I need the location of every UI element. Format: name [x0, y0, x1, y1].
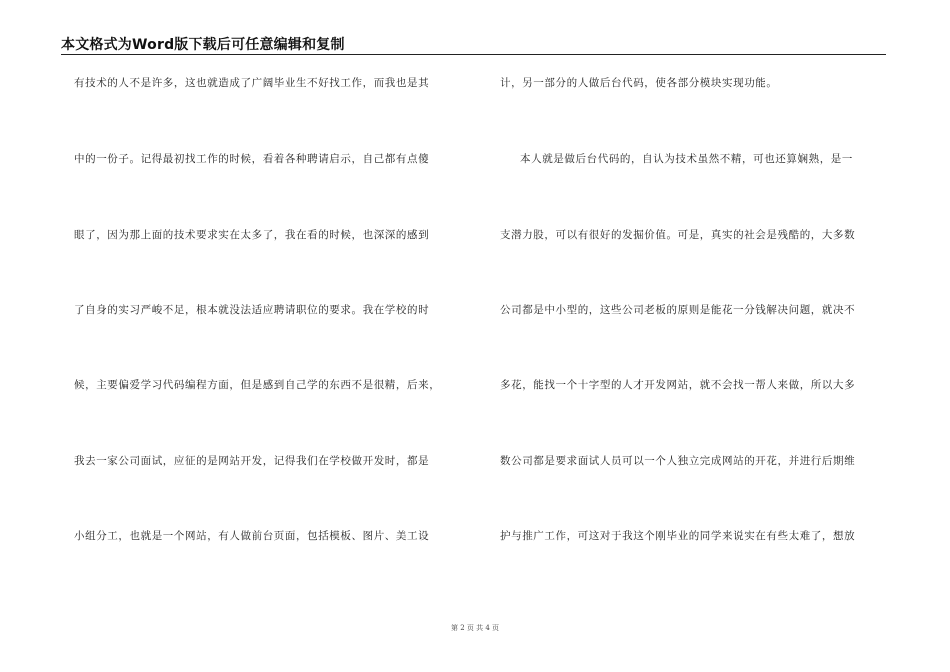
- text-line: 数公司都是要求面试人员可以一个人独立完成网站的开花，并进行后期维: [500, 455, 856, 467]
- header-divider: [61, 54, 886, 55]
- text-line: 小组分工，也就是一个网站，有人做前台页面，包括模板、图片、美工设: [74, 530, 430, 542]
- text-line: 多花，能找一个十字型的人才开发网站，就不会找一帮人来做，所以大多: [500, 379, 856, 391]
- text-line: 支潜力股，可以有很好的发掘价值。可是，真实的社会是残酷的，大多数: [500, 229, 856, 241]
- text-line: 了自身的实习严峻不足，根本就没法适应聘请职位的要求。我在学校的时: [74, 304, 430, 316]
- text-line: 公司都是中小型的，这些公司老板的原则是能花一分钱解决问题，就决不: [500, 304, 856, 316]
- text-line: 护与推广工作，可这对于我这个刚毕业的同学来说实在有些太难了，想放: [500, 530, 856, 542]
- text-line: 我去一家公司面试，应征的是网站开发，记得我们在学校做开发时，都是: [74, 455, 430, 467]
- text-line: 中的一份子。记得最初找工作的时候，看着各种聘请启示，自己都有点傻: [74, 153, 430, 165]
- text-line: 计，另一部分的人做后台代码，使各部分模块实现功能。: [500, 77, 778, 89]
- text-line: 眼了，因为那上面的技术要求实在太多了，我在看的时候，也深深的感到: [74, 229, 430, 241]
- text-line: 候，主要偏爱学习代码编程方面，但是感到自己学的东西不是很精，后来，: [74, 379, 441, 391]
- document-header-title: 本文格式为Word版下载后可任意编辑和复制: [61, 37, 345, 53]
- text-line: 有技术的人不是许多，这也就造成了广阔毕业生不好找工作，而我也是其: [74, 77, 430, 89]
- text-line: 本人就是做后台代码的，自认为技术虽然不精，可也还算娴熟，是一: [520, 153, 853, 165]
- page-number: 第 2 页 共 4 页: [450, 624, 500, 632]
